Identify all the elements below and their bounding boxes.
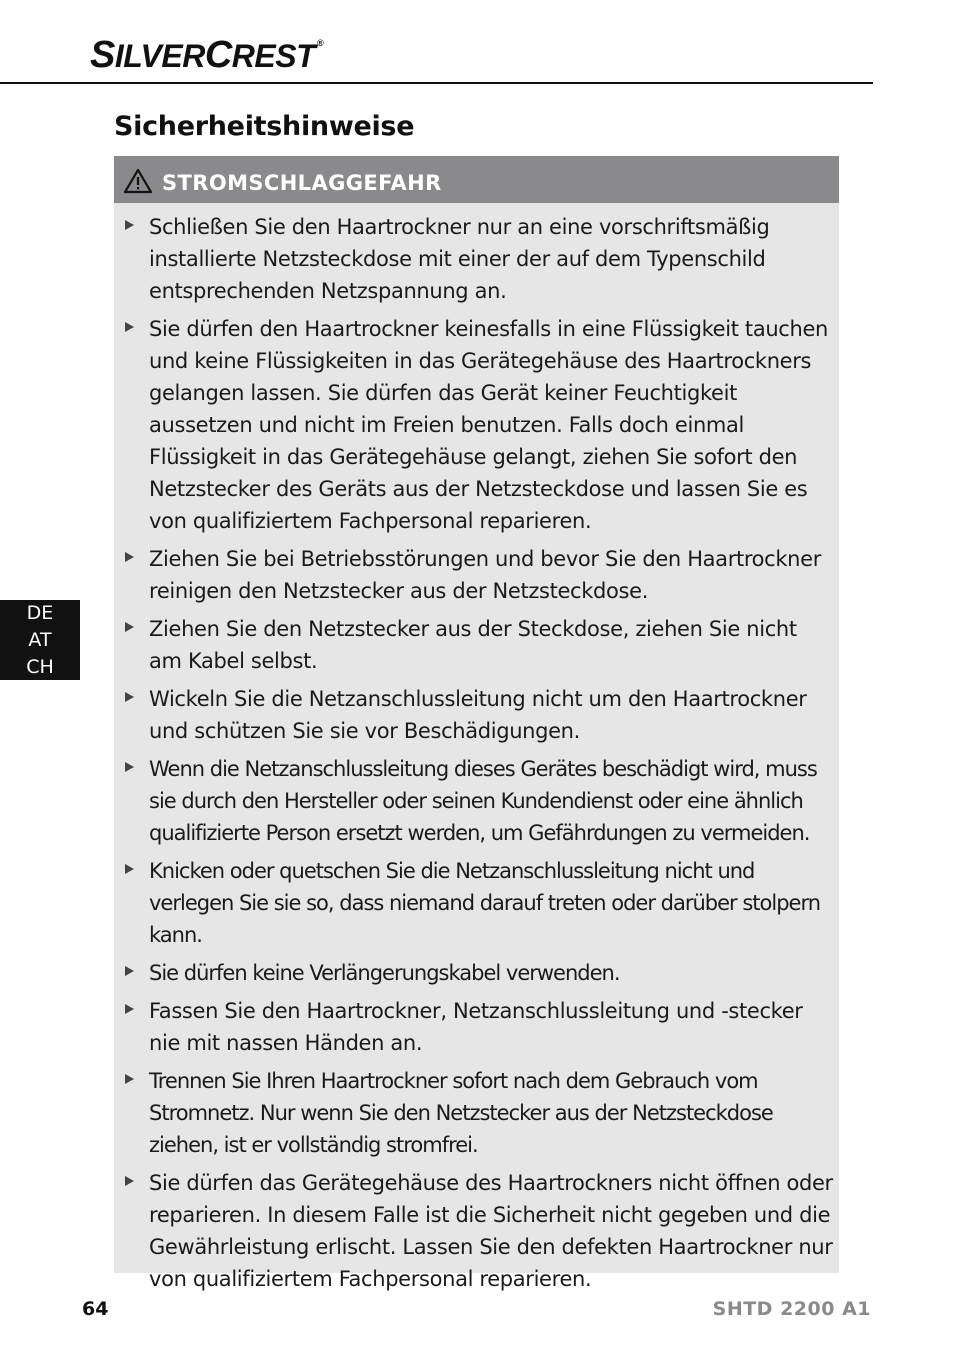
bullet-arrow-icon xyxy=(125,1074,134,1084)
list-item: Sie dürfen den Haartrockner keinesfalls in eine Flüssigkeit tauchen und keine Flüssigkeiten in das Gerätegehäuse des Haartrockners gelangen lassen. Sie dürfen das Gerät keiner Feuchtigkeit aussetzen und nicht im Freien benutzen. Falls doch einmal Flüssigkeit in das Gerätegehäuse gelangt, ziehen Sie sofort den Netzstecker des Geräts aus der Netzsteckdose und lassen Sie es von qualifiziertem Fachpersonal reparieren. xyxy=(114,313,839,537)
list-item: Ziehen Sie den Netzstecker aus der Steckdose, ziehen Sie nicht am Kabel selbst. xyxy=(114,613,839,677)
list-item: Wickeln Sie die Netzanschlussleitung nicht um den Haartrockner und schützen Sie sie vor Beschädigungen. xyxy=(114,683,839,747)
bullet-arrow-icon xyxy=(125,966,134,976)
list-item: Schließen Sie den Haartrockner nur an eine vorschriftsmäßig installierte Netzsteckdose mit einer der auf dem Typenschild entsprechenden Netzspannung an. xyxy=(114,211,839,307)
bullet-arrow-icon xyxy=(125,622,134,632)
list-item: Fassen Sie den Haartrockner, Netzanschlussleitung und -stecker nie mit nassen Händen an. xyxy=(114,995,839,1059)
list-item: Sie dürfen keine Verlängerungskabel verwenden. xyxy=(114,957,839,989)
bullet-arrow-icon xyxy=(125,552,134,562)
warning-header xyxy=(114,156,839,203)
model-number: SHTD 2200 A1 xyxy=(712,1298,871,1320)
warning-box xyxy=(114,156,839,1291)
header-divider xyxy=(0,82,873,84)
bullet-arrow-icon xyxy=(125,864,134,874)
bullet-arrow-icon xyxy=(125,762,134,772)
page-title: Sicherheitshinweise xyxy=(114,111,415,142)
list-item: Ziehen Sie bei Betriebsstörungen und bevor Sie den Haartrockner reinigen den Netzstecker aus der Netzsteckdose. xyxy=(114,543,839,607)
warning-title: STROMSCHLAGGEFAHR xyxy=(162,171,442,195)
bullet-arrow-icon xyxy=(125,1176,134,1186)
warning-triangle-icon xyxy=(123,168,153,194)
brand-logo: SILVERCREST ® xyxy=(90,34,324,76)
bullet-arrow-icon xyxy=(125,322,134,332)
list-item: Knicken oder quetschen Sie die Netzanschlussleitung nicht und verlegen Sie sie so, dass niemand darauf treten oder darüber stolpern kann. xyxy=(114,855,839,951)
list-item: Trennen Sie Ihren Haartrockner sofort nach dem Gebrauch vom Stromnetz. Nur wenn Sie den Netzstecker aus der Netzsteckdose ziehen, ist er vollständig stromfrei. xyxy=(114,1065,839,1161)
list-item: Wenn die Netzanschlussleitung dieses Gerätes beschädigt wird, muss sie durch den Hersteller oder seinen Kundendienst oder eine ähnlich qualifizierte Person ersetzt werden, um Gefährdungen zu vermeiden. xyxy=(114,753,839,849)
bullet-arrow-icon xyxy=(125,220,134,230)
page-number: 64 xyxy=(82,1298,109,1320)
bullet-arrow-icon xyxy=(125,692,134,702)
language-tab: DE AT CH xyxy=(0,600,80,680)
bullet-arrow-icon xyxy=(125,1004,134,1014)
list-item: Sie dürfen das Gerätegehäuse des Haartrockners nicht öffnen oder reparieren. In diesem Falle ist die Sicherheit nicht gegeben und die Gewährleistung erlischt. Lassen Sie den defekten Haartrockner nur von qualifiziertem Fachpersonal reparieren. xyxy=(114,1167,839,1295)
safety-list xyxy=(114,211,839,1301)
